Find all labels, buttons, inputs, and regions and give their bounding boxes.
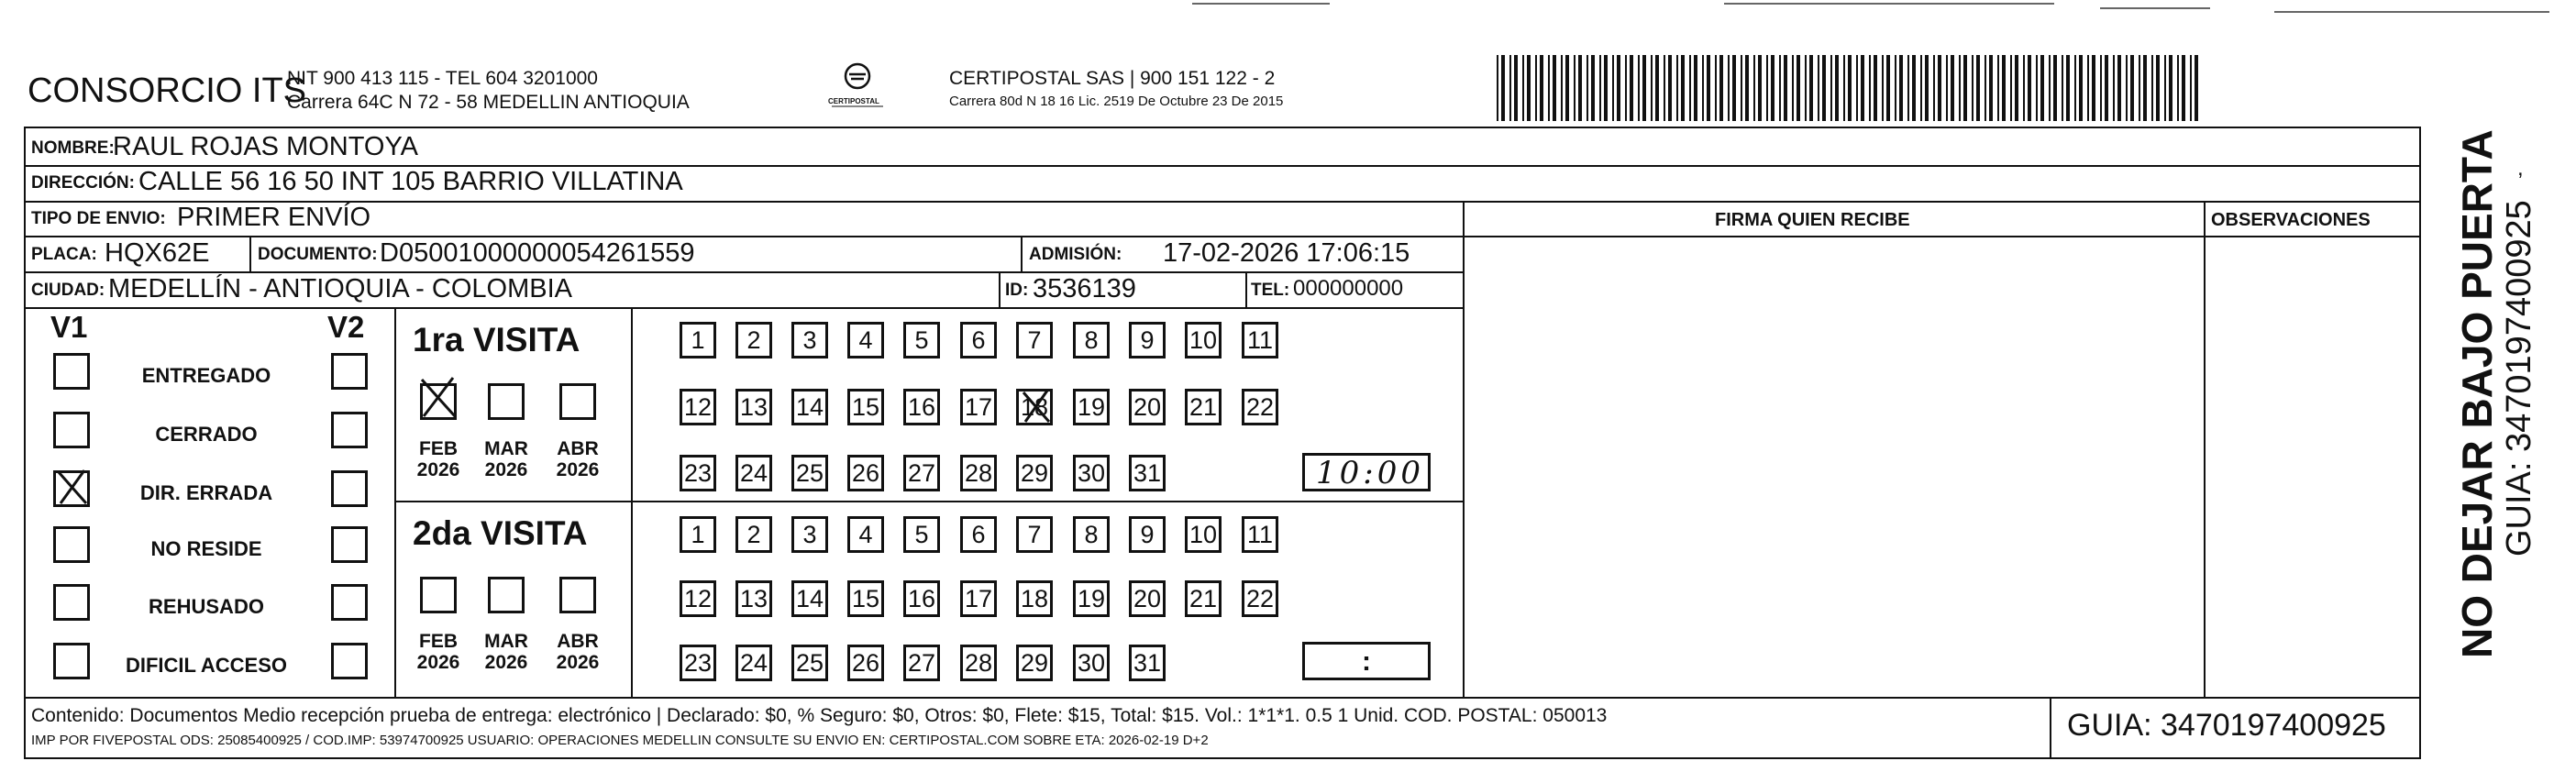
barcode-bar bbox=[1604, 55, 1608, 121]
first-visit-day-25[interactable]: 25 bbox=[791, 455, 828, 491]
first-visit-day-17[interactable]: 17 bbox=[960, 389, 997, 425]
barcode-bar bbox=[1561, 55, 1563, 121]
month-label: MAR 2026 bbox=[484, 438, 528, 481]
plate-label: PLACA: bbox=[31, 245, 97, 264]
barcode-bar bbox=[1997, 55, 1999, 121]
second-visit-day-26[interactable]: 26 bbox=[847, 645, 884, 681]
barcode-bar bbox=[1676, 55, 1678, 121]
barcode-bar bbox=[1599, 55, 1601, 121]
barcode-bar bbox=[1651, 55, 1653, 121]
barcode-bar bbox=[1976, 55, 1980, 121]
second-visit-day-2[interactable]: 2 bbox=[735, 516, 772, 553]
second-visit-day-11[interactable]: 11 bbox=[1242, 516, 1278, 553]
barcode-bar bbox=[1835, 55, 1839, 121]
first-visit-day-6[interactable]: 6 bbox=[960, 322, 997, 358]
barcode-bar bbox=[1797, 55, 1800, 121]
second-visit-day-28[interactable]: 28 bbox=[960, 645, 997, 681]
barcode-bar bbox=[2126, 55, 2128, 121]
first-visit-day-29[interactable]: 29 bbox=[1016, 455, 1053, 491]
second-visit-day-6[interactable]: 6 bbox=[960, 516, 997, 553]
form-border-footer bbox=[24, 757, 2421, 759]
city-value: MEDELLÍN - ANTIOQUIA - COLOMBIA bbox=[108, 274, 572, 303]
company-name: CONSORCIO ITS bbox=[28, 72, 307, 110]
first-visit-month-checkbox[interactable] bbox=[420, 383, 457, 420]
barcode-bar bbox=[2040, 55, 2044, 121]
v1-checkbox-cerrado[interactable] bbox=[53, 412, 90, 448]
second-visit-month-checkbox[interactable] bbox=[559, 577, 596, 613]
barcode-bar bbox=[1818, 55, 1819, 121]
first-visit-day-9[interactable]: 9 bbox=[1129, 322, 1166, 358]
barcode bbox=[1497, 55, 2203, 121]
barcode-bar bbox=[1514, 55, 1518, 121]
first-visit-month-checkbox[interactable] bbox=[488, 383, 525, 420]
barcode-bar bbox=[2195, 55, 2198, 121]
status-label: ENTREGADO bbox=[141, 364, 271, 387]
barcode-bar bbox=[1920, 55, 1922, 121]
barcode-bar bbox=[2074, 55, 2076, 121]
admission-label: ADMISIÓN: bbox=[1029, 245, 1122, 264]
first-visit-day-11[interactable]: 11 bbox=[1242, 322, 1278, 358]
barcode-bar bbox=[1702, 55, 1704, 121]
barcode-bar bbox=[1792, 55, 1794, 121]
first-visit-day-24[interactable]: 24 bbox=[735, 455, 772, 491]
first-visit-day-20[interactable]: 20 bbox=[1129, 389, 1166, 425]
v2-checkbox-cerrado[interactable] bbox=[331, 412, 368, 448]
barcode-bar bbox=[2087, 55, 2089, 121]
first-visit-month-checkbox[interactable] bbox=[559, 383, 596, 420]
cell-divider bbox=[1245, 271, 1247, 308]
first-visit-day-18[interactable]: 18 bbox=[1016, 389, 1053, 425]
barcode-bar bbox=[1861, 55, 1864, 121]
barcode-bar bbox=[1951, 55, 1954, 121]
signature-column-border bbox=[1463, 201, 1465, 699]
barcode-bar bbox=[2177, 55, 2179, 121]
second-visit-day-14[interactable]: 14 bbox=[791, 580, 828, 617]
barcode-bar bbox=[1946, 55, 1948, 121]
barcode-bar bbox=[1805, 55, 1807, 121]
barcode-bar bbox=[1501, 55, 1505, 121]
barcode-bar bbox=[1728, 55, 1730, 121]
status-label: REHUSADO bbox=[149, 595, 264, 618]
second-visit-day-30[interactable]: 30 bbox=[1073, 645, 1110, 681]
barcode-bar bbox=[1874, 55, 1877, 121]
barcode-bar bbox=[1848, 55, 1852, 121]
barcode-bar bbox=[1758, 55, 1762, 121]
status-label: NO RESIDE bbox=[150, 537, 262, 560]
footer-print-info: IMP POR FIVEPOSTAL ODS: 25085400925 / COD.IMP: 53974700925 USUARIO: OPERACIONES MEDELLIN CONSULTE SU ENVIO EN: CERTIPOSTAL.COM SOBRE ETA: 2026-02-19 D+2 bbox=[31, 733, 1209, 748]
second-visit-day-24[interactable]: 24 bbox=[735, 645, 772, 681]
row-divider bbox=[24, 271, 1464, 273]
first-visit-day-13[interactable]: 13 bbox=[735, 389, 772, 425]
status-label: DIFICIL ACCESO bbox=[125, 654, 287, 677]
month-label: FEB 2026 bbox=[416, 631, 460, 674]
second-visit-day-4[interactable]: 4 bbox=[847, 516, 884, 553]
barcode-bar bbox=[1766, 55, 1768, 121]
first-visit-day-21[interactable]: 21 bbox=[1185, 389, 1222, 425]
month-label: FEB 2026 bbox=[416, 438, 460, 481]
barcode-bar bbox=[1938, 55, 1941, 121]
first-visit-day-23[interactable]: 23 bbox=[680, 455, 716, 491]
second-visit-day-17[interactable]: 17 bbox=[960, 580, 997, 617]
first-visit-day-14[interactable]: 14 bbox=[791, 389, 828, 425]
barcode-bar bbox=[1989, 55, 1993, 121]
barcode-bar bbox=[1497, 55, 1498, 121]
first-visit-day-31[interactable]: 31 bbox=[1129, 455, 1166, 491]
type-label: TIPO DE ENVIO: bbox=[31, 209, 166, 228]
side-guia: GUIA: 3470197400925 bbox=[2500, 200, 2538, 557]
second-visit-day-27[interactable]: 27 bbox=[903, 645, 940, 681]
month-label: ABR 2026 bbox=[556, 438, 600, 481]
barcode-bar bbox=[2010, 55, 2012, 121]
first-visit-label: 1ra VISITA bbox=[413, 321, 580, 358]
cell-divider bbox=[249, 236, 251, 272]
v2-checkbox-no-reside[interactable] bbox=[331, 526, 368, 563]
barcode-bar bbox=[2036, 55, 2038, 121]
barcode-bar bbox=[2053, 55, 2057, 121]
barcode-bar bbox=[1899, 55, 1903, 121]
barcode-bar bbox=[2028, 55, 2031, 121]
scan-artifact bbox=[1724, 3, 2054, 5]
logo-text: CERTIPOSTAL bbox=[828, 97, 879, 105]
second-visit-day-10[interactable]: 10 bbox=[1185, 516, 1222, 553]
second-visit-month-checkbox[interactable] bbox=[420, 577, 457, 613]
barcode-bar bbox=[1612, 55, 1614, 121]
scan-artifact bbox=[2100, 7, 2210, 9]
barcode-bar bbox=[1972, 55, 1973, 121]
barcode-bar bbox=[2130, 55, 2134, 121]
second-visit-day-29[interactable]: 29 bbox=[1016, 645, 1053, 681]
v1-checkbox-no-reside[interactable] bbox=[53, 526, 90, 563]
second-visit-day-19[interactable]: 19 bbox=[1073, 580, 1110, 617]
v1-checkbox-dificil-acceso[interactable] bbox=[53, 643, 90, 679]
barcode-bar bbox=[1638, 55, 1640, 121]
barcode-bar bbox=[1509, 55, 1511, 121]
status-column-border bbox=[394, 307, 396, 699]
status-label: CERRADO bbox=[155, 423, 258, 446]
id-label: ID: bbox=[1005, 281, 1029, 300]
first-visit-day-2[interactable]: 2 bbox=[735, 322, 772, 358]
barcode-bar bbox=[1732, 55, 1736, 121]
barcode-bar bbox=[1925, 55, 1929, 121]
second-visit-day-9[interactable]: 9 bbox=[1129, 516, 1166, 553]
cell-divider bbox=[1021, 236, 1023, 272]
barcode-bar bbox=[2100, 55, 2102, 121]
observations-column-border bbox=[2204, 201, 2206, 699]
barcode-bar bbox=[2139, 55, 2140, 121]
second-visit-day-13[interactable]: 13 bbox=[735, 580, 772, 617]
first-visit-time-box[interactable] bbox=[1302, 453, 1431, 491]
barcode-bar bbox=[2182, 55, 2185, 121]
second-visit-label: 2da VISITA bbox=[413, 514, 588, 552]
barcode-bar bbox=[2169, 55, 2172, 121]
document-label: DOCUMENTO: bbox=[258, 245, 378, 264]
plate-value: HQX62E bbox=[105, 238, 210, 268]
recipient-name: RAUL ROJAS MONTOYA bbox=[113, 132, 419, 161]
form-border-top bbox=[24, 127, 2421, 128]
second-visit-day-18[interactable]: 18 bbox=[1016, 580, 1053, 617]
barcode-bar bbox=[1668, 55, 1672, 121]
form-border-left bbox=[24, 127, 26, 759]
v1-label: V1 bbox=[50, 310, 88, 344]
barcode-bar bbox=[2143, 55, 2147, 121]
barcode-bar bbox=[1655, 55, 1659, 121]
barcode-bar bbox=[2066, 55, 2070, 121]
barcode-bar bbox=[1822, 55, 1826, 121]
row-divider bbox=[24, 307, 1464, 309]
month-label: ABR 2026 bbox=[556, 631, 600, 674]
observations-header: OBSERVACIONES bbox=[2211, 210, 2371, 230]
company-info-line1: NIT 900 413 115 - TEL 604 3201000 bbox=[287, 68, 598, 89]
row-divider bbox=[24, 201, 2421, 203]
second-visit-day-5[interactable]: 5 bbox=[903, 516, 940, 553]
barcode-bar bbox=[2062, 55, 2063, 121]
second-visit-day-21[interactable]: 21 bbox=[1185, 580, 1222, 617]
barcode-bar bbox=[2105, 55, 2108, 121]
first-visit-day-5[interactable]: 5 bbox=[903, 322, 940, 358]
footer-content: Contenido: Documentos Medio recepción prueba de entrega: electrónico | Declarado: $0, % Seguro: $0, Otros: $0, Flete: $15, Total: $15. Vol.: 1*1*1. 0.5 1 Unid. COD. POSTAL: 050013 bbox=[31, 705, 1608, 726]
barcode-bar bbox=[2092, 55, 2095, 121]
barcode-bar bbox=[1540, 55, 1543, 121]
footer-guia: GUIA: 3470197400925 bbox=[2067, 708, 2386, 743]
second-visit-day-23[interactable]: 23 bbox=[680, 645, 716, 681]
barcode-bar bbox=[1681, 55, 1685, 121]
carrier-info-line1: CERTIPOSTAL SAS | 900 151 122 - 2 bbox=[949, 68, 1276, 89]
first-visit-day-16[interactable]: 16 bbox=[903, 389, 940, 425]
second-visit-day-3[interactable]: 3 bbox=[791, 516, 828, 553]
first-visit-day-27[interactable]: 27 bbox=[903, 455, 940, 491]
signature-header: FIRMA QUIEN RECIBE bbox=[1715, 210, 1910, 230]
v1-checkbox-rehusado[interactable] bbox=[53, 584, 90, 621]
second-visit-day-25[interactable]: 25 bbox=[791, 645, 828, 681]
barcode-bar bbox=[1856, 55, 1858, 121]
name-label: NOMBRE: bbox=[31, 138, 115, 158]
admission-value: 17-02-2026 17:06:15 bbox=[1163, 238, 1410, 268]
shipment-type: PRIMER ENVÍO bbox=[177, 203, 371, 232]
v1-checkbox-dir-errada[interactable] bbox=[53, 470, 90, 507]
id-value: 3536139 bbox=[1033, 274, 1136, 303]
barcode-bar bbox=[1869, 55, 1871, 121]
barcode-bar bbox=[2151, 55, 2153, 121]
stray-mark: , bbox=[2517, 156, 2524, 181]
barcode-bar bbox=[2117, 55, 2121, 121]
v1-checkbox-entregado[interactable] bbox=[53, 353, 90, 390]
barcode-bar bbox=[1694, 55, 1697, 121]
barcode-bar bbox=[1753, 55, 1755, 121]
second-visit-time: : bbox=[1362, 646, 1371, 677]
form-border-bottom bbox=[24, 697, 2421, 699]
barcode-bar bbox=[1591, 55, 1595, 121]
first-visit-day-8[interactable]: 8 bbox=[1073, 322, 1110, 358]
barcode-bar bbox=[2079, 55, 2083, 121]
barcode-bar bbox=[1642, 55, 1646, 121]
barcode-bar bbox=[1574, 55, 1575, 121]
second-visit-day-20[interactable]: 20 bbox=[1129, 580, 1166, 617]
barcode-bar bbox=[1959, 55, 1961, 121]
barcode-bar bbox=[1527, 55, 1531, 121]
barcode-bar bbox=[1886, 55, 1890, 121]
second-visit-month-checkbox[interactable] bbox=[488, 577, 525, 613]
address-label: DIRECCIÓN: bbox=[31, 173, 135, 193]
barcode-bar bbox=[1933, 55, 1935, 121]
barcode-bar bbox=[1895, 55, 1896, 121]
cell-divider bbox=[2050, 697, 2051, 759]
barcode-bar bbox=[1707, 55, 1710, 121]
barcode-bar bbox=[1535, 55, 1537, 121]
company-info-line2: Carrera 64C N 72 - 58 MEDELLIN ANTIOQUIA bbox=[287, 92, 690, 113]
recipient-address: CALLE 56 16 50 INT 105 BARRIO VILLATINA bbox=[138, 167, 683, 196]
barcode-bar bbox=[2049, 55, 2051, 121]
status-label: DIR. ERRADA bbox=[139, 481, 273, 504]
barcode-bar bbox=[1715, 55, 1717, 121]
barcode-bar bbox=[1664, 55, 1665, 121]
barcode-bar bbox=[2190, 55, 2192, 121]
first-visit-day-10[interactable]: 10 bbox=[1185, 322, 1222, 358]
first-visit-day-1[interactable]: 1 bbox=[680, 322, 716, 358]
v2-checkbox-entregado[interactable] bbox=[331, 353, 368, 390]
form-border-right bbox=[2419, 127, 2421, 759]
barcode-bar bbox=[1587, 55, 1588, 121]
barcode-bar bbox=[1912, 55, 1916, 121]
v2-checkbox-rehusado[interactable] bbox=[331, 584, 368, 621]
scan-artifact bbox=[2274, 11, 2549, 13]
first-visit-time: 10:00 bbox=[1316, 455, 1424, 491]
second-visit-day-15[interactable]: 15 bbox=[847, 580, 884, 617]
barcode-bar bbox=[2113, 55, 2115, 121]
barcode-bar bbox=[1565, 55, 1569, 121]
row-divider bbox=[24, 236, 2421, 237]
first-visit-day-3[interactable]: 3 bbox=[791, 322, 828, 358]
second-visit-day-1[interactable]: 1 bbox=[680, 516, 716, 553]
barcode-bar bbox=[1771, 55, 1774, 121]
second-visit-day-7[interactable]: 7 bbox=[1016, 516, 1053, 553]
barcode-bar bbox=[2156, 55, 2160, 121]
second-visit-day-12[interactable]: 12 bbox=[680, 580, 716, 617]
first-visit-day-7[interactable]: 7 bbox=[1016, 322, 1053, 358]
month-label: MAR 2026 bbox=[484, 631, 528, 674]
first-visit-day-22[interactable]: 22 bbox=[1242, 389, 1278, 425]
barcode-bar bbox=[2023, 55, 2025, 121]
barcode-bar bbox=[1719, 55, 1723, 121]
visit-divider bbox=[394, 501, 1464, 502]
barcode-bar bbox=[1779, 55, 1781, 121]
v2-label: V2 bbox=[327, 310, 365, 344]
v2-checkbox-dificil-acceso[interactable] bbox=[331, 643, 368, 679]
barcode-bar bbox=[1689, 55, 1691, 121]
barcode-bar bbox=[1843, 55, 1845, 121]
barcode-bar bbox=[1741, 55, 1742, 121]
barcode-bar bbox=[2015, 55, 2018, 121]
barcode-bar bbox=[1830, 55, 1832, 121]
first-visit-day-28[interactable]: 28 bbox=[960, 455, 997, 491]
second-visit-time-box[interactable] bbox=[1302, 642, 1431, 680]
barcode-bar bbox=[1963, 55, 1967, 121]
barcode-bar bbox=[2164, 55, 2166, 121]
barcode-bar bbox=[1745, 55, 1749, 121]
second-visit-day-22[interactable]: 22 bbox=[1242, 580, 1278, 617]
second-visit-day-8[interactable]: 8 bbox=[1073, 516, 1110, 553]
barcode-bar bbox=[1578, 55, 1582, 121]
first-visit-day-30[interactable]: 30 bbox=[1073, 455, 1110, 491]
barcode-bar bbox=[1548, 55, 1550, 121]
first-visit-day-26[interactable]: 26 bbox=[847, 455, 884, 491]
second-visit-day-31[interactable]: 31 bbox=[1129, 645, 1166, 681]
barcode-bar bbox=[2002, 55, 2006, 121]
months-column-border bbox=[631, 307, 633, 699]
side-warning: NO DEJAR BAJO PUERTA bbox=[2453, 129, 2501, 658]
city-label: CIUDAD: bbox=[31, 281, 105, 300]
barcode-bar bbox=[1882, 55, 1884, 121]
barcode-bar bbox=[1553, 55, 1556, 121]
cell-divider bbox=[999, 271, 1001, 308]
tel-value: 000000000 bbox=[1293, 276, 1404, 301]
barcode-bar bbox=[1617, 55, 1620, 121]
barcode-bar bbox=[1809, 55, 1813, 121]
barcode-bar bbox=[1625, 55, 1627, 121]
first-visit-day-4[interactable]: 4 bbox=[847, 322, 884, 358]
first-visit-day-12[interactable]: 12 bbox=[680, 389, 716, 425]
barcode-bar bbox=[1630, 55, 1633, 121]
first-visit-day-19[interactable]: 19 bbox=[1073, 389, 1110, 425]
barcode-bar bbox=[1907, 55, 1909, 121]
barcode-bar bbox=[1784, 55, 1787, 121]
v2-checkbox-dir-errada[interactable] bbox=[331, 470, 368, 507]
scan-artifact bbox=[1192, 3, 1330, 5]
first-visit-day-15[interactable]: 15 bbox=[847, 389, 884, 425]
tel-label: TEL: bbox=[1251, 281, 1290, 300]
barcode-bar bbox=[1522, 55, 1524, 121]
carrier-info-line2: Carrera 80d N 18 16 Lic. 2519 De Octubre 23 De 2015 bbox=[949, 94, 1284, 109]
second-visit-day-16[interactable]: 16 bbox=[903, 580, 940, 617]
barcode-bar bbox=[1985, 55, 1986, 121]
document-value: D05001000000054261559 bbox=[380, 238, 695, 268]
